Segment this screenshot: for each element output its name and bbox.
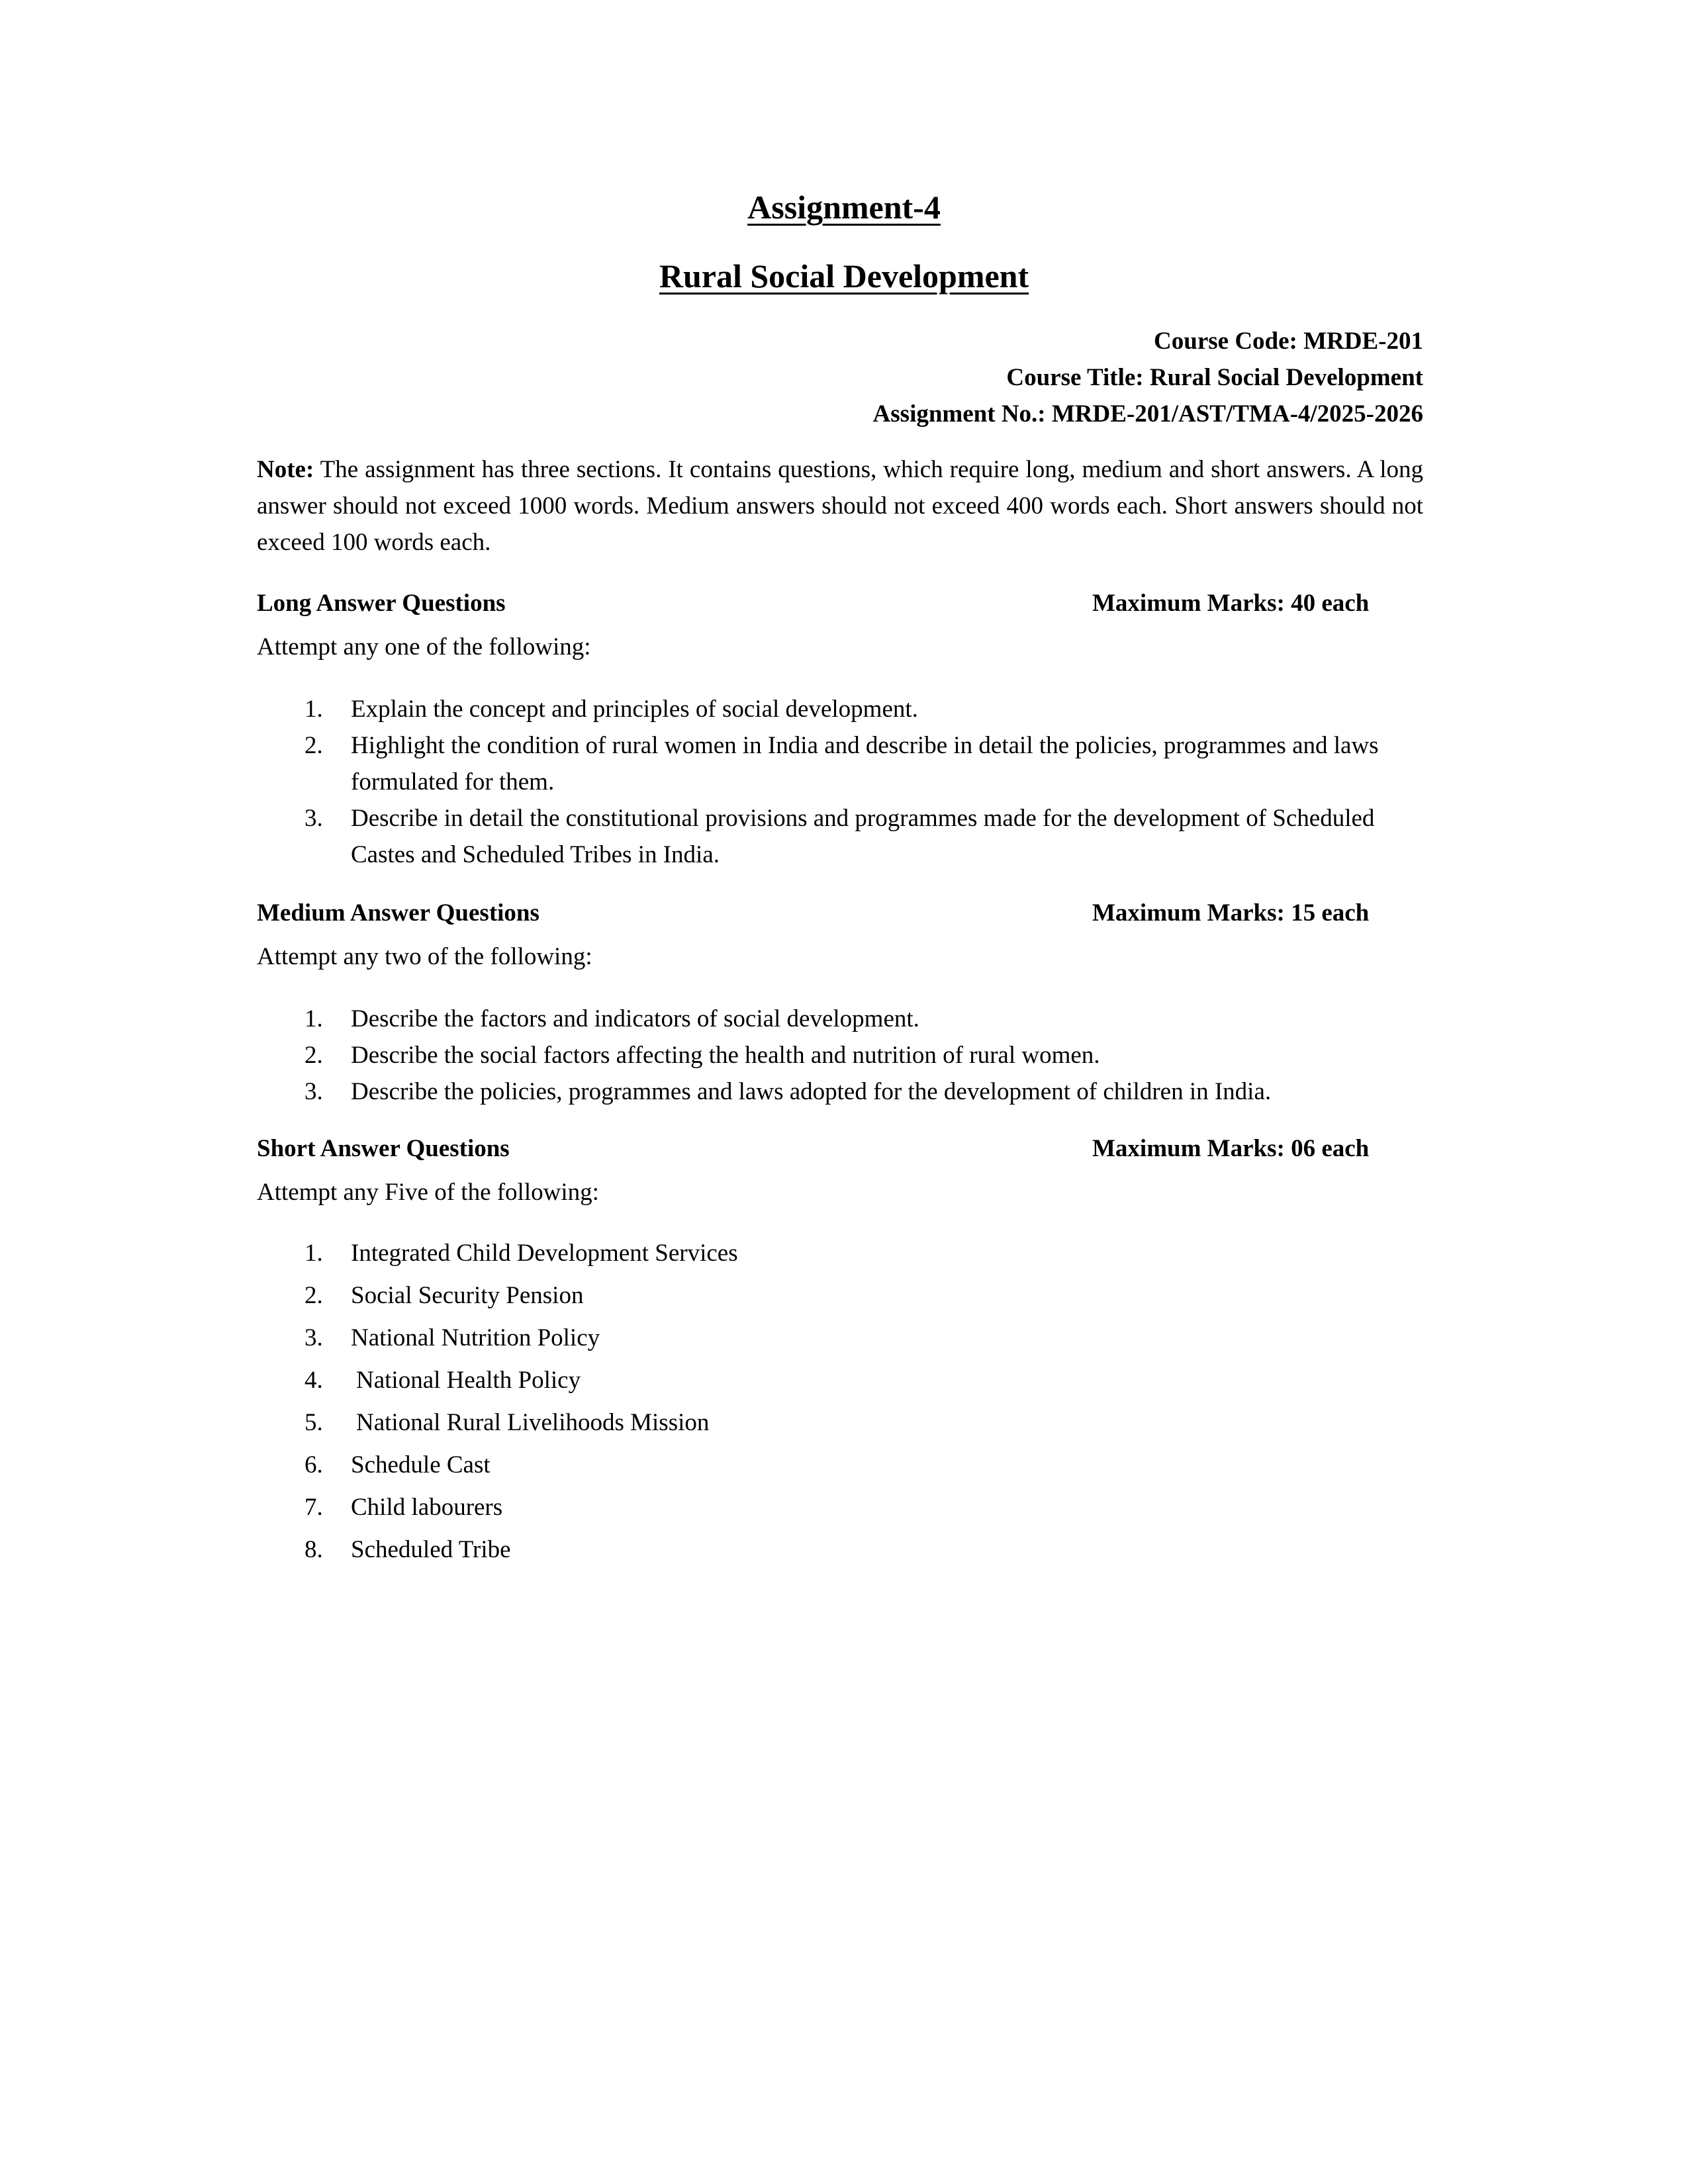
question-text: Schedule Cast [351, 1451, 491, 1479]
list-item [257, 800, 1423, 873]
question-text: National Health Policy [356, 1367, 581, 1394]
question-number: 3. [305, 1078, 323, 1105]
question-text: Highlight the condition of rural women in India and describe in detail the policies, programmes and laws formulated for them. [351, 732, 1379, 796]
question-number: 1. [305, 696, 323, 723]
question-number: 5. [305, 1409, 323, 1436]
question-text: Describe the social factors affecting the health and nutrition of rural women. [351, 1042, 1100, 1069]
list-item [257, 1073, 1423, 1110]
question-number: 2. [305, 732, 323, 759]
note-paragraph [257, 451, 1423, 561]
list-item [257, 691, 1423, 727]
question-text: Integrated Child Development Services [351, 1240, 738, 1267]
subject-title: Rural Social Development [659, 257, 1029, 295]
assignment-title: Assignment-4 [747, 189, 941, 226]
medium-section-title: Medium Answer Questions [257, 899, 539, 927]
question-text: Describe the factors and indicators of social development. [351, 1005, 919, 1032]
medium-section-heading [257, 895, 1376, 931]
course-title: Course Title: Rural Social Development [1006, 364, 1423, 391]
question-text: Scheduled Tribe [351, 1536, 511, 1563]
question-number: 8. [305, 1536, 323, 1563]
list-item [257, 1529, 1423, 1571]
short-question-list [257, 1232, 1423, 1571]
list-item [257, 727, 1423, 800]
question-number: 1. [305, 1005, 323, 1032]
short-section-heading [257, 1130, 1376, 1167]
list-item [257, 1275, 1423, 1317]
question-number: 4. [305, 1367, 323, 1394]
question-number: 3. [305, 805, 323, 832]
note-text: The assignment has three sections. It contains questions, which require long, medium and short answers. A long answer should not exceed 1000 words. Medium answers should not exceed 400 words each. Short answers should not exceed 100 words each. [257, 456, 1423, 556]
list-item [257, 1402, 1423, 1444]
assignment-number: Assignment No.: MRDE-201/AST/TMA-4/2025-2026 [872, 400, 1423, 428]
question-number: 7. [305, 1494, 323, 1521]
list-item [257, 1232, 1423, 1275]
question-number: 1. [305, 1240, 323, 1267]
long-section-instruction: Attempt any one of the following: [257, 633, 591, 660]
question-text: National Nutrition Policy [351, 1324, 600, 1351]
long-section-heading [257, 585, 1376, 621]
question-text: Social Security Pension [351, 1282, 584, 1309]
note-label: Note: [257, 456, 314, 483]
medium-question-list [257, 1001, 1423, 1110]
course-info-block [873, 323, 1423, 432]
question-number: 2. [305, 1282, 323, 1309]
short-section-marks: Maximum Marks: 06 each [1092, 1135, 1370, 1162]
list-item [257, 1486, 1423, 1529]
course-code: Course Code: MRDE-201 [1154, 328, 1423, 355]
list-item [257, 1001, 1423, 1037]
long-section-marks: Maximum Marks: 40 each [1092, 590, 1370, 617]
long-question-list [257, 691, 1423, 873]
question-number: 6. [305, 1451, 323, 1479]
question-number: 2. [305, 1042, 323, 1069]
question-text: National Rural Livelihoods Mission [356, 1409, 710, 1436]
medium-section-instruction: Attempt any two of the following: [257, 943, 592, 970]
medium-section-marks: Maximum Marks: 15 each [1092, 899, 1370, 927]
list-item [257, 1444, 1423, 1486]
list-item [257, 1317, 1423, 1359]
question-number: 3. [305, 1324, 323, 1351]
short-section-title: Short Answer Questions [257, 1135, 510, 1162]
long-section-title: Long Answer Questions [257, 590, 506, 617]
list-item [257, 1037, 1423, 1073]
question-text: Child labourers [351, 1494, 503, 1521]
question-text: Describe the policies, programmes and laws adopted for the development of children in India. [351, 1078, 1272, 1105]
question-text: Describe in detail the constitutional provisions and programmes made for the development of Scheduled Castes and Scheduled Tribes in India. [351, 805, 1375, 868]
question-text: Explain the concept and principles of social development. [351, 696, 918, 723]
list-item [257, 1359, 1423, 1402]
short-section-instruction: Attempt any Five of the following: [257, 1179, 599, 1206]
